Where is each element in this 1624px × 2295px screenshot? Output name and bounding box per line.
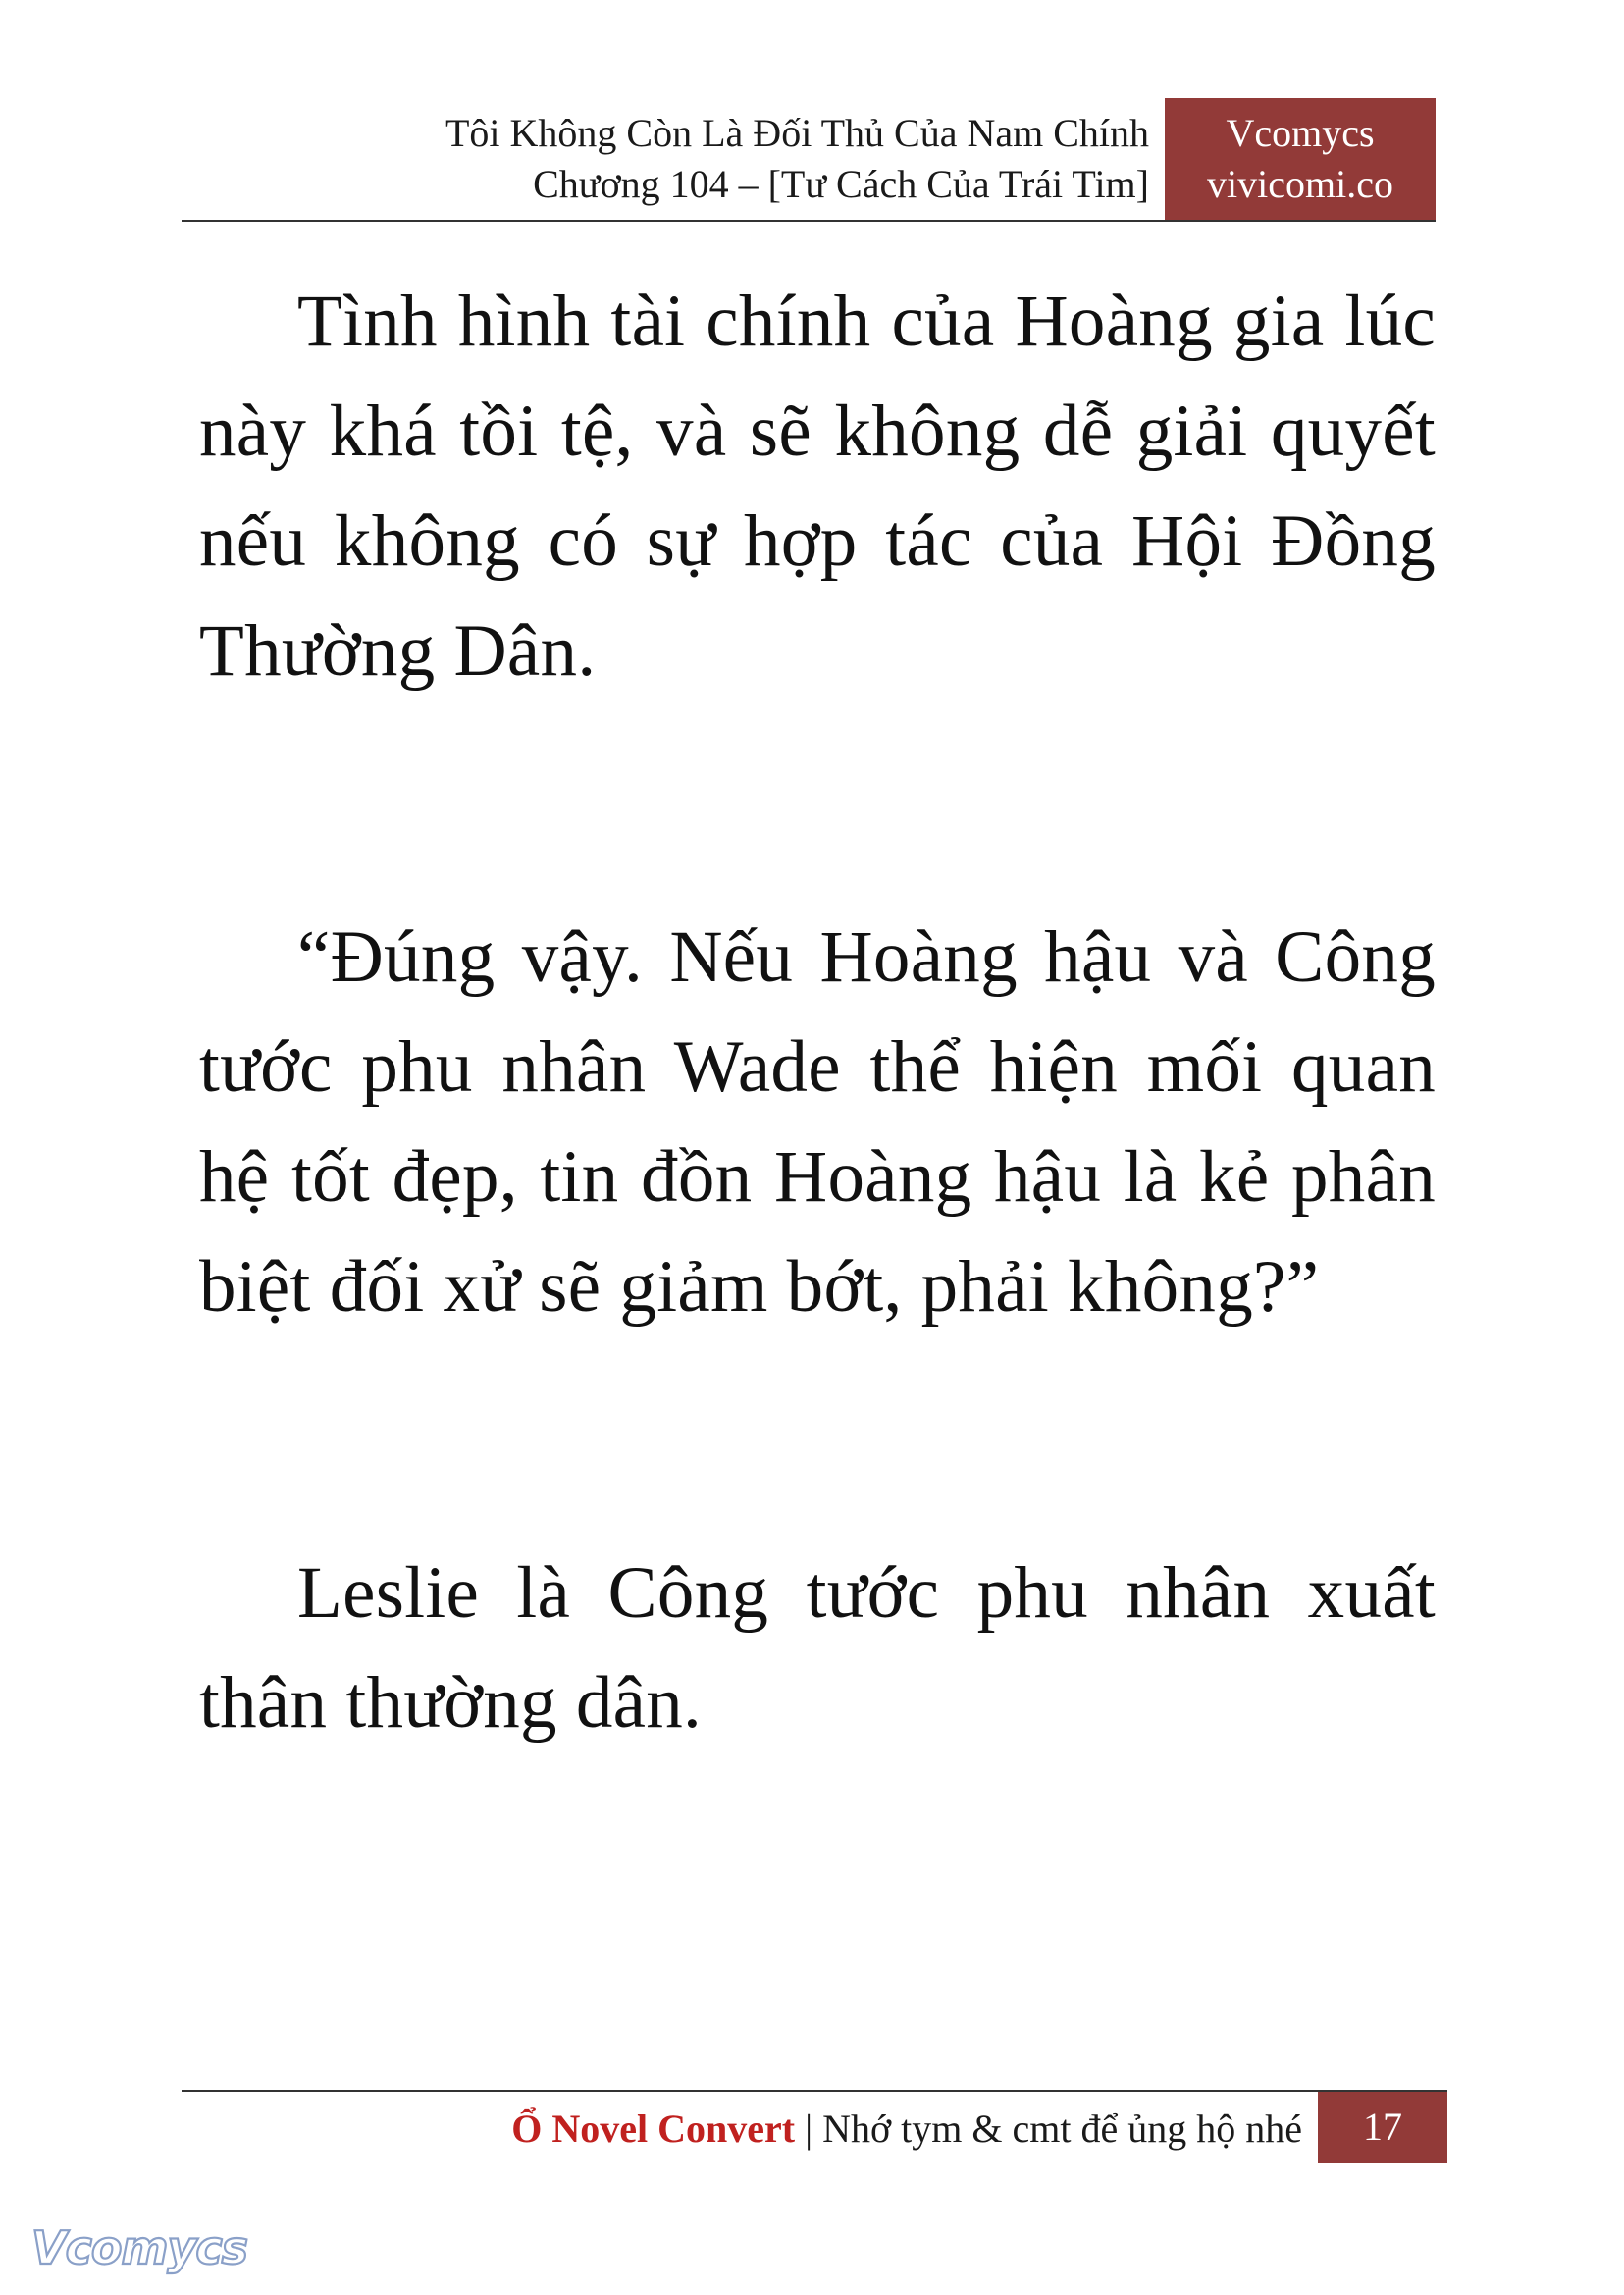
header-divider bbox=[182, 220, 1436, 222]
header-titles bbox=[445, 108, 1149, 210]
site-badge-url: vivicomi.co bbox=[1207, 162, 1393, 206]
page-footer bbox=[182, 2092, 1447, 2163]
site-badge bbox=[1165, 98, 1436, 220]
paragraph-1: Tình hình tài chính của Hoàng gia lúc này khá tồi tệ, và sẽ không dễ giải quyết nếu không có sự hợp tác của Hội Đồng Thường Dân. bbox=[199, 281, 1436, 692]
footer-separator: | bbox=[805, 2107, 813, 2151]
footer-brand: Ổ Novel Convert bbox=[511, 2107, 796, 2151]
footer-message: Nhớ tym & cmt để ủng hộ nhé bbox=[822, 2107, 1302, 2151]
paragraph-3: Leslie là Công tước phu nhân xuất thân thường dân. bbox=[199, 1552, 1436, 1744]
header-block bbox=[182, 98, 1436, 220]
site-badge-name: Vcomycs bbox=[1226, 111, 1375, 155]
footer-text bbox=[511, 2106, 1302, 2153]
page-content bbox=[199, 267, 1436, 1758]
book-title: Tôi Không Còn Là Đối Thủ Của Nam Chính bbox=[445, 111, 1149, 155]
paragraph-2: “Đúng vậy. Nếu Hoàng hậu và Công tước phu nhân Wade thể hiện mối quan hệ tốt đẹp, tin đồn Hoàng hậu là kẻ phân biệt đối xử sẽ giảm bớt, phải không?” bbox=[199, 916, 1436, 1328]
vcomycs-logo-graphic bbox=[27, 2213, 253, 2283]
page-number: 17 bbox=[1318, 2092, 1447, 2163]
vcomycs-logo bbox=[27, 2213, 253, 2283]
logo-wordmark: Vcomycs bbox=[31, 2221, 248, 2274]
chapter-title: Chương 104 – [Tư Cách Của Trái Tim] bbox=[533, 162, 1149, 206]
